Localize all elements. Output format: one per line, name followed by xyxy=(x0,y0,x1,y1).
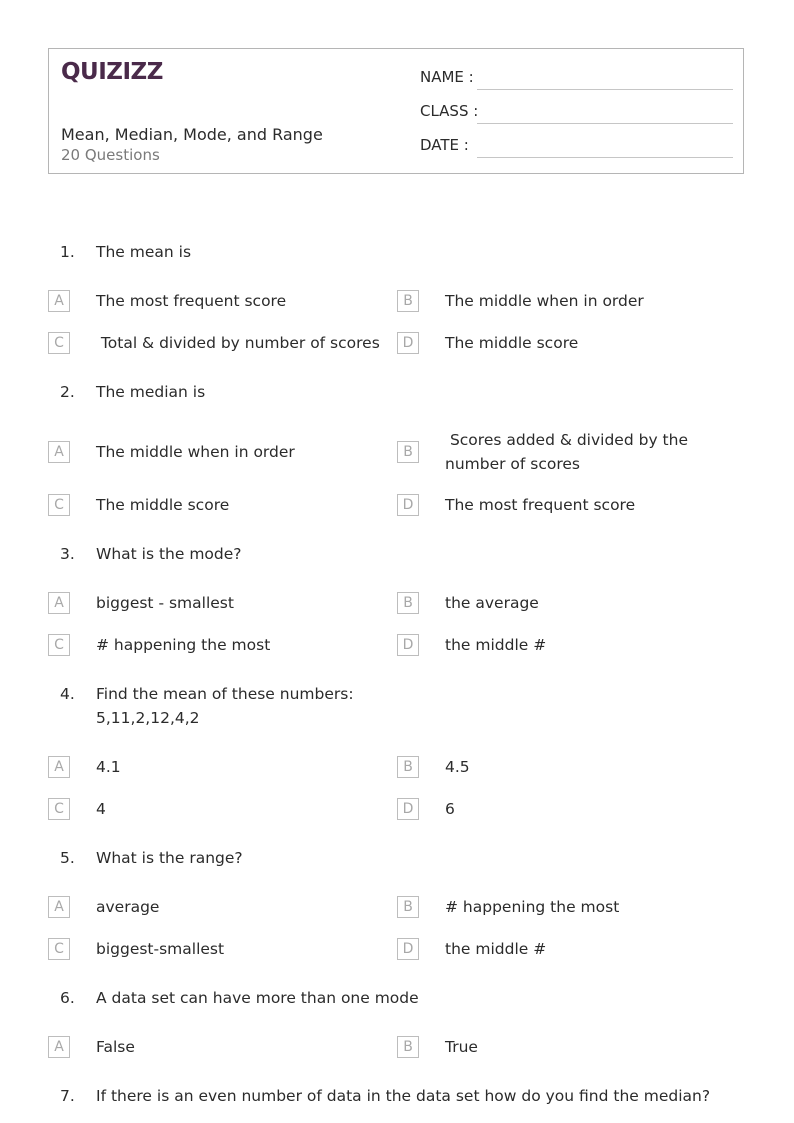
option-text: average xyxy=(96,898,160,916)
name-line[interactable] xyxy=(477,89,733,90)
option-text: The middle when in order xyxy=(96,443,295,461)
question-text: If there is an even number of data in the data set how do you find the median? xyxy=(96,1087,711,1105)
class-label: CLASS : xyxy=(420,102,479,120)
option-text: # happening the most xyxy=(445,898,620,916)
option-letter-box: C xyxy=(48,798,70,820)
question-text: What is the range? xyxy=(96,849,243,867)
option-letter-box: D xyxy=(397,332,419,354)
option-letter-box: B xyxy=(397,756,419,778)
date-line[interactable] xyxy=(477,157,733,158)
option-letter-box: D xyxy=(397,494,419,516)
option-letter-box: C xyxy=(48,494,70,516)
question-number: 5. xyxy=(60,849,75,867)
option-letter-box: C xyxy=(48,938,70,960)
option-text: The middle score xyxy=(96,496,230,514)
option-text: 4.1 xyxy=(96,758,121,776)
worksheet-title: Mean, Median, Mode, and Range xyxy=(61,125,323,144)
option-text: The middle score xyxy=(445,334,579,352)
option-letter-box: B xyxy=(397,1036,419,1058)
option-letter-box: A xyxy=(48,441,70,463)
option-text: The middle when in order xyxy=(445,292,644,310)
question-text: A data set can have more than one mode xyxy=(96,989,419,1007)
question-text: The median is xyxy=(96,383,206,401)
question-text-line: Find the mean of these numbers: xyxy=(96,685,354,703)
option-text: Scores added & divided by the number of scores xyxy=(445,431,693,473)
option-text: Total & divided by number of scores xyxy=(96,334,380,352)
date-label: DATE : xyxy=(420,136,469,154)
question-count: 20 Questions xyxy=(61,146,160,164)
option-letter-box: A xyxy=(48,896,70,918)
question-number: 2. xyxy=(60,383,75,401)
option-text: 4.5 xyxy=(445,758,470,776)
option-text: The most frequent score xyxy=(96,292,287,310)
option-letter-box: C xyxy=(48,634,70,656)
option-text: the middle # xyxy=(445,636,547,654)
option-letter-box: D xyxy=(397,938,419,960)
question-number: 1. xyxy=(60,243,75,261)
option-text: 4 xyxy=(96,800,106,818)
question-text xyxy=(96,682,716,730)
option-text: The most frequent score xyxy=(445,496,636,514)
question-text: What is the mode? xyxy=(96,545,242,563)
question-text: The mean is xyxy=(96,243,192,261)
option-letter-box: B xyxy=(397,592,419,614)
option-letter-box: A xyxy=(48,756,70,778)
question-number: 4. xyxy=(60,685,75,703)
option-text: # happening the most xyxy=(96,636,271,654)
option-letter-box: B xyxy=(397,896,419,918)
option-letter-box: A xyxy=(48,592,70,614)
option-text: biggest-smallest xyxy=(96,940,225,958)
option-text: the average xyxy=(445,594,539,612)
option-letter-box: A xyxy=(48,290,70,312)
option-letter-box: D xyxy=(397,634,419,656)
option-letter-box: B xyxy=(397,290,419,312)
option-text: False xyxy=(96,1038,135,1056)
option-letter-box: A xyxy=(48,1036,70,1058)
option-text: biggest - smallest xyxy=(96,594,234,612)
question-number: 6. xyxy=(60,989,75,1007)
question-number: 7. xyxy=(60,1087,75,1105)
option-text: the middle # xyxy=(445,940,547,958)
option-letter-box: C xyxy=(48,332,70,354)
question-text-line: 5,11,2,12,4,2 xyxy=(96,709,200,727)
option-letter-box: B xyxy=(397,441,419,463)
quizizz-logo: QUIZIZZ xyxy=(61,59,163,85)
option-letter-box: D xyxy=(397,798,419,820)
class-line[interactable] xyxy=(477,123,733,124)
option-text: 6 xyxy=(445,800,455,818)
worksheet-header xyxy=(48,48,744,174)
option-text: True xyxy=(445,1038,478,1056)
name-label: NAME : xyxy=(420,68,474,86)
question-number: 3. xyxy=(60,545,75,563)
